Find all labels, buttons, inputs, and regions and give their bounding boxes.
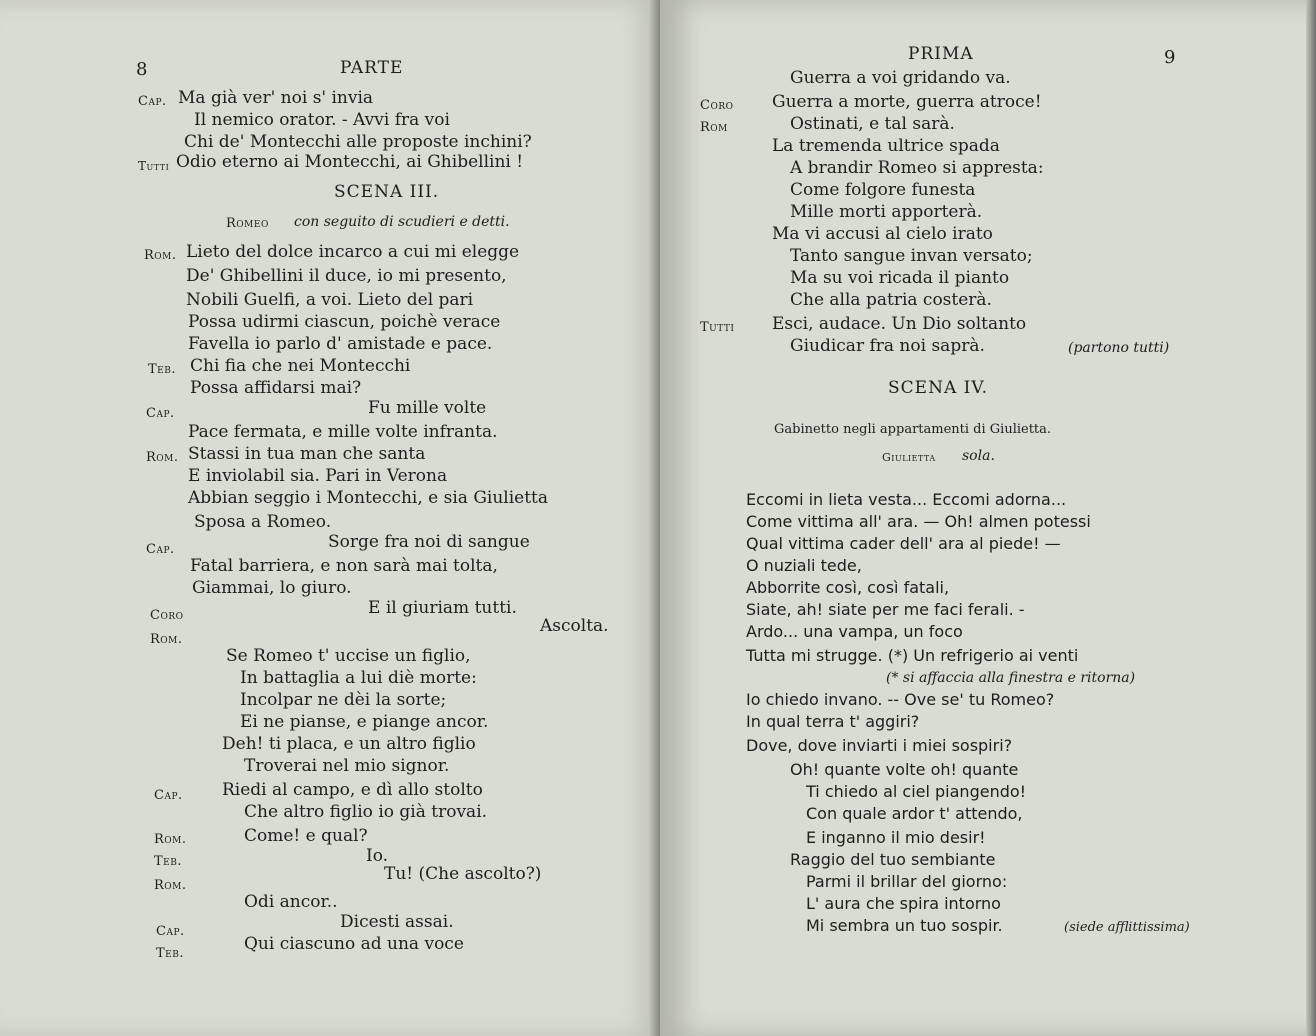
right-page: [660, 0, 1316, 1036]
verse-line: Guerra a voi gridando va.: [790, 68, 1011, 88]
verse-line: Stassi in tua man che santa: [188, 444, 426, 464]
verse-line: Possa udirmi ciascun, poichè verace: [188, 312, 501, 332]
verse-line: Tanto sangue invan versato;: [790, 246, 1033, 266]
verse-line: Odi ancor..: [244, 892, 338, 912]
verse-line: Mille morti apporterà.: [790, 202, 983, 222]
book-edge-right: [1306, 0, 1316, 1036]
verse-line: Ascolta.: [540, 616, 609, 636]
verse-line: Chi de' Montecchi alle proposte inchini?: [184, 132, 532, 152]
verse-line: Ma su voi ricada il pianto: [790, 268, 1010, 288]
verse-line: Troverai nel mio signor.: [244, 756, 450, 776]
page-number: 8: [136, 59, 148, 80]
scene-direction: con seguito di scudieri e detti.: [294, 214, 510, 230]
verse-line: E il giuriam tutti.: [368, 598, 517, 618]
verse-line: Come! e qual?: [244, 826, 368, 846]
speaker-label: Rom.: [154, 878, 187, 893]
verse-line: Esci, audace. Un Dio soltanto: [772, 314, 1027, 334]
speaker-label: Rom: [700, 120, 728, 135]
monologue-line: Ti chiedo al ciel piangendo!: [806, 782, 1027, 801]
speaker-label: Teb.: [154, 854, 182, 869]
verse-line: Io.: [366, 846, 389, 866]
speaker-label: Rom.: [144, 248, 177, 263]
verse-line: In battaglia a lui diè morte:: [240, 668, 477, 688]
verse-line: Giudicar fra noi saprà.: [790, 336, 985, 356]
verse-line: Il nemico orator. - Avvi fra voi: [194, 110, 450, 130]
verse-line: La tremenda ultrice spada: [772, 136, 1000, 156]
monologue-line: L' aura che spira intorno: [806, 894, 1001, 913]
verse-line: Dicesti assai.: [340, 912, 454, 932]
stage-direction: (* si affaccia alla finestra e ritorna): [886, 670, 1136, 686]
monologue-line: Io chiedo invano. -- Ove se' tu Romeo?: [746, 690, 1055, 709]
verse-line: Ei ne pianse, e piange ancor.: [240, 712, 489, 732]
monologue-line: Qual vittima cader dell' ara al piede! —: [746, 534, 1061, 553]
verse-line: Pace fermata, e mille volte infranta.: [188, 422, 498, 442]
speaker-label: Teb.: [148, 362, 176, 377]
scene-character-note: sola.: [962, 448, 995, 464]
verse-line: A brandir Romeo si appresta:: [790, 158, 1044, 178]
monologue-line: Dove, dove inviarti i miei sospiri?: [746, 736, 1013, 755]
verse-line: Sposa a Romeo.: [194, 512, 332, 532]
speaker-label: Tutti: [138, 159, 170, 173]
monologue-line: Mi sembra un tuo sospir.: [806, 916, 1003, 935]
speaker-label: Coro: [150, 608, 184, 623]
verse-line: Che altro figlio io già trovai.: [244, 802, 488, 822]
speaker-label: Cap.: [146, 542, 175, 557]
monologue-line: Tutta mi strugge. (*) Un refrigerio ai venti: [746, 646, 1079, 665]
verse-line: Ma già ver' noi s' invia: [178, 88, 374, 108]
running-head: PARTE: [340, 58, 404, 78]
verse-line: Riedi al campo, e dì allo stolto: [222, 780, 483, 800]
verse-line: Nobili Guelfi, a voi. Lieto del pari: [186, 290, 474, 310]
scene-title: SCENA III.: [334, 182, 440, 202]
verse-line: Abbian seggio i Montecchi, e sia Giulietta: [188, 488, 549, 508]
monologue-line: Oh! quante volte oh! quante: [790, 760, 1019, 779]
monologue-line: Raggio del tuo sembiante: [790, 850, 996, 869]
running-head: PRIMA: [908, 44, 974, 64]
verse-line: Fu mille volte: [368, 398, 487, 418]
scene-direction-name: Romeo: [226, 216, 269, 231]
verse-line: Come folgore funesta: [790, 180, 976, 200]
verse-line: E inviolabil sia. Pari in Verona: [188, 466, 448, 486]
monologue-line: In qual terra t' aggiri?: [746, 712, 920, 731]
verse-line: Odio eterno ai Montecchi, ai Ghibellini !: [176, 152, 524, 172]
speaker-label: Cap.: [138, 94, 167, 109]
speaker-label: Rom.: [146, 450, 179, 465]
scene-title: SCENA IV.: [888, 378, 989, 398]
verse-line: Possa affidarsi mai?: [190, 378, 362, 398]
scene-character: Giulietta: [882, 451, 936, 464]
verse-line: Ostinati, e tal sarà.: [790, 114, 955, 134]
monologue-line: Siate, ah! siate per me faci ferali. -: [746, 600, 1025, 619]
verse-line: Tu! (Che ascolto?): [384, 864, 542, 884]
verse-line: Fatal barriera, e non sarà mai tolta,: [190, 556, 498, 576]
verse-line: Chi fia che nei Montecchi: [190, 356, 411, 376]
verse-line: Giammai, lo giuro.: [192, 578, 352, 598]
monologue-line: Ardo... una vampa, un foco: [746, 622, 963, 641]
monologue-line: E inganno il mio desir!: [806, 828, 986, 847]
verse-line: Lieto del dolce incarco a cui mi elegge: [186, 242, 520, 262]
monologue-line: Eccomi in lieta vesta... Eccomi adorna...: [746, 490, 1067, 509]
monologue-line: O nuziali tede,: [746, 556, 862, 575]
verse-line: Sorge fra noi di sangue: [328, 532, 530, 552]
verse-line: Favella io parlo d' amistade e pace.: [188, 334, 493, 354]
verse-line: De' Ghibellini il duce, io mi presento,: [186, 266, 507, 286]
verse-line: Incolpar ne dèi la sorte;: [240, 690, 447, 710]
scene-setting: Gabinetto negli appartamenti di Giulietta.: [774, 422, 1052, 437]
verse-line: Se Romeo t' uccise un figlio,: [226, 646, 471, 666]
speaker-label: Cap.: [146, 406, 175, 421]
speaker-label: Cap.: [154, 788, 183, 803]
verse-line: Guerra a morte, guerra atroce!: [772, 92, 1042, 112]
speaker-label: Cap.: [156, 924, 185, 939]
speaker-label: Rom.: [150, 632, 183, 647]
monologue-line: Parmi il brillar del giorno:: [806, 872, 1008, 891]
speaker-label: Tutti: [700, 320, 735, 335]
page-number: 9: [1164, 47, 1176, 68]
speaker-label: Coro: [700, 98, 734, 113]
stage-direction: (siede afflittissima): [1064, 920, 1190, 935]
verse-line: Che alla patria costerà.: [790, 290, 992, 310]
verse-line: Ma vi accusi al cielo irato: [772, 224, 993, 244]
monologue-line: Come vittima all' ara. — Oh! almen potessi: [746, 512, 1091, 531]
monologue-line: Abborrite così, così fatali,: [746, 578, 950, 597]
monologue-line: Con quale ardor t' attendo,: [806, 804, 1023, 823]
verse-line: Deh! ti placa, e un altro figlio: [222, 734, 476, 754]
verse-line: Qui ciascuno ad una voce: [244, 934, 464, 954]
speaker-label: Teb.: [156, 946, 184, 961]
stage-direction: (partono tutti): [1068, 340, 1170, 356]
speaker-label: Rom.: [154, 832, 187, 847]
